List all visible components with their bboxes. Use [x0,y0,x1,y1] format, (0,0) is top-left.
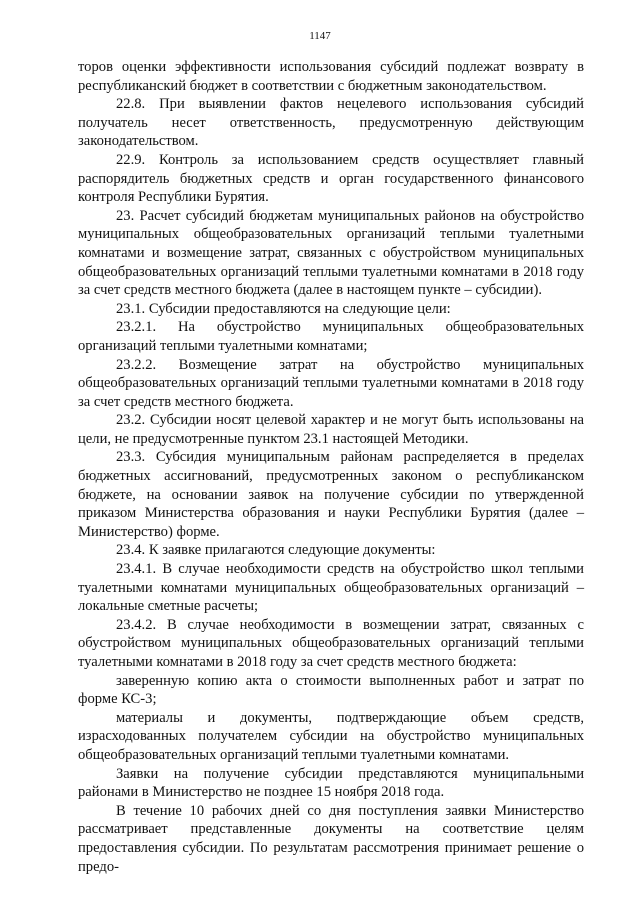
paragraph-22-8: 22.8. При выявлении фактов нецелевого использования субсидий получатель несет ответственность, предусмотренную действующим законодательством. [78,96,584,150]
paragraph-23-1: 23.1. Субсидии предоставляются на следующие цели: [116,300,451,317]
paragraph-23-2-1: 23.2.1. На обустройство муниципальных общеобразовательных организаций теплыми туалетными комнатами; [78,319,584,354]
paragraph-23-4: 23.4. К заявке прилагаются следующие документы: [116,542,436,559]
paragraph-23-4-1: 23.4.1. В случае необходимости средств на обустройство школ теплыми туалетными комнатами муниципальных общеобразовательных организаций – локальные сметные расчеты; [78,561,584,615]
paragraph-ks3: заверенную копию акта о стоимости выполненных работ и затрат по форме КС-3; [78,672,584,708]
paragraph-23-3: 23.3. Субсидия муниципальным районам распределяется в пределах бюджетных ассигнований, предусмотренных законом о республиканском бюджете, на основании заявок на получение субсидии по утвержденной приказом Министерства образования и науки Республики Бурятия (далее – Министерство) форме. [78,449,584,540]
paragraph-23: 23. Расчет субсидий бюджетам муниципальных районов на обустройство муниципальных общеобразовательных организаций теплыми туалетными комнатами и возмещение затрат, связанных с обустройством муниципальных общеобразовательных организаций теплыми туалетными комнатами в 2018 году за счет средств местного бюджета (далее в настоящем пункте – субсидии). [78,207,584,299]
paragraph-23-2: 23.2. Субсидии носят целевой характер и не могут быть использованы на цели, не предусмотренные пунктом 23.1 настоящей Методики. [78,412,584,447]
paragraph-applications: Заявки на получение субсидии представляются муниципальными районами в Министерство не позднее 15 ноября 2018 года. [78,765,584,801]
paragraph-23-4-2: 23.4.2. В случае необходимости в возмещении затрат, связанных с обустройством муниципальных общеобразовательных организаций теплыми туалетными комнатами в 2018 году за счет средств местного бюджета: [78,616,584,670]
paragraph-23-2-2: 23.2.2. Возмещение затрат на обустройство муниципальных общеобразовательных организаций теплыми туалетными комнатами в 2018 году за счет средств местного бюджета. [78,356,584,410]
document-body [78,58,584,876]
paragraph-review: В течение 10 рабочих дней со дня поступления заявки Министерство рассматривает представленные документы на соответствие целям предоставления субсидии. По результатам рассмотрения принимает решение о предо- [78,802,584,875]
page-number: 1147 [309,30,331,42]
paragraph-materials: материалы и документы, подтверждающие объем средств, израсходованных получателем субсидии на обустройство муниципальных общеобразовательных организаций теплыми туалетными комнатами. [78,709,584,763]
paragraph-continuation: торов оценки эффективности использования субсидий подлежат возврату в республиканский бюджет в соответствии с бюджетным законодательством. [78,59,584,94]
paragraph-22-9: 22.9. Контроль за использованием средств осуществляет главный распорядитель бюджетных средств и орган государственного финансового контроля Республики Бурятия. [78,151,584,206]
